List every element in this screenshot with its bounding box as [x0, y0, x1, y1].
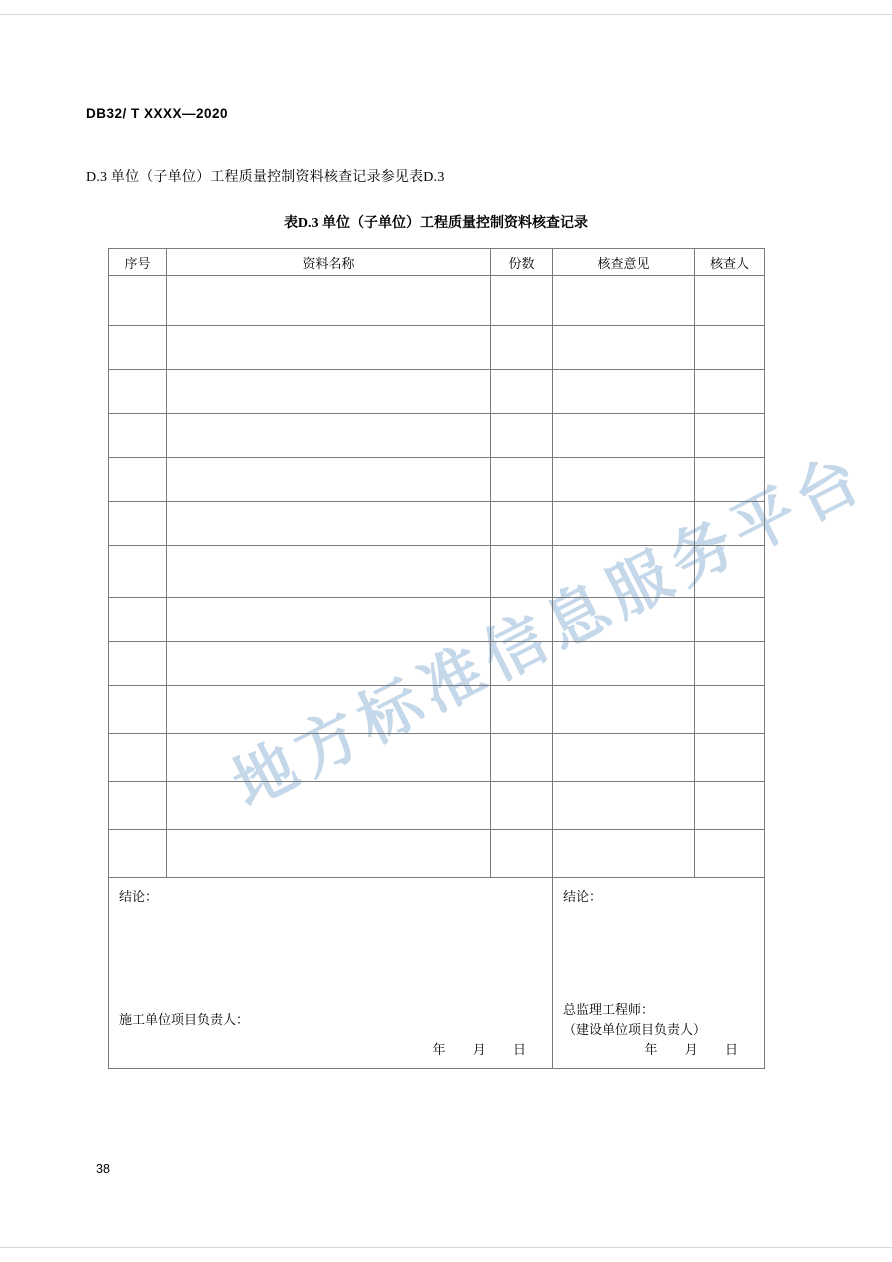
- date-month-left: 月: [472, 1042, 488, 1057]
- cell-opinion[interactable]: [553, 830, 695, 878]
- table-row[interactable]: [109, 686, 765, 734]
- date-year-left: 年: [432, 1042, 448, 1057]
- table-row[interactable]: [109, 458, 765, 502]
- column-header-opinion: 核查意见: [553, 249, 695, 276]
- cell-person[interactable]: [695, 458, 765, 502]
- cell-person[interactable]: [695, 782, 765, 830]
- cell-opinion[interactable]: [553, 598, 695, 642]
- cell-no[interactable]: [109, 458, 167, 502]
- cell-count[interactable]: [491, 598, 553, 642]
- cell-count[interactable]: [491, 370, 553, 414]
- page-top-rule: [0, 14, 892, 15]
- cell-opinion[interactable]: [553, 782, 695, 830]
- cell-opinion[interactable]: [553, 414, 695, 458]
- date-day-right: 日: [724, 1042, 740, 1057]
- cell-count[interactable]: [491, 782, 553, 830]
- cell-name[interactable]: [167, 642, 491, 686]
- cell-person[interactable]: [695, 546, 765, 598]
- page-number: 38: [96, 1162, 110, 1176]
- cell-no[interactable]: [109, 276, 167, 326]
- cell-person[interactable]: [695, 414, 765, 458]
- column-header-count: 份数: [491, 249, 553, 276]
- table-row[interactable]: [109, 830, 765, 878]
- cell-opinion[interactable]: [553, 642, 695, 686]
- table-row[interactable]: [109, 326, 765, 370]
- cell-name[interactable]: [167, 276, 491, 326]
- cell-person[interactable]: [695, 370, 765, 414]
- table-row[interactable]: [109, 734, 765, 782]
- cell-no[interactable]: [109, 642, 167, 686]
- cell-count[interactable]: [491, 686, 553, 734]
- cell-count[interactable]: [491, 326, 553, 370]
- cell-no[interactable]: [109, 414, 167, 458]
- table-row[interactable]: [109, 642, 765, 686]
- signature-label-chief-supervisor: 总监理工程师：: [563, 1002, 655, 1017]
- cell-name[interactable]: [167, 502, 491, 546]
- signature-label-contractor: 施工单位项目负责人：: [119, 1012, 250, 1027]
- cell-no[interactable]: [109, 734, 167, 782]
- cell-count[interactable]: [491, 830, 553, 878]
- cell-no[interactable]: [109, 326, 167, 370]
- date-line-right: [634, 1039, 750, 1058]
- cell-name[interactable]: [167, 782, 491, 830]
- cell-name[interactable]: [167, 830, 491, 878]
- date-year-right: 年: [644, 1042, 660, 1057]
- watermark-text: 地方标准信息服务平台: [222, 441, 878, 821]
- cell-no[interactable]: [109, 830, 167, 878]
- conclusion-cell-contractor[interactable]: [109, 878, 553, 1069]
- conclusion-label-right: 结论：: [563, 889, 603, 904]
- table-row[interactable]: [109, 502, 765, 546]
- cell-count[interactable]: [491, 642, 553, 686]
- cell-person[interactable]: [695, 276, 765, 326]
- column-header-no: 序号: [109, 249, 167, 276]
- table-row[interactable]: [109, 546, 765, 598]
- table-row[interactable]: [109, 276, 765, 326]
- cell-no[interactable]: [109, 782, 167, 830]
- table-row[interactable]: [109, 598, 765, 642]
- table-row[interactable]: [109, 370, 765, 414]
- cell-person[interactable]: [695, 598, 765, 642]
- page-bottom-rule: [0, 1247, 892, 1248]
- cell-count[interactable]: [491, 414, 553, 458]
- table-header-row: [109, 249, 765, 276]
- cell-name[interactable]: [167, 686, 491, 734]
- table-row[interactable]: [109, 782, 765, 830]
- cell-name[interactable]: [167, 414, 491, 458]
- cell-count[interactable]: [491, 546, 553, 598]
- cell-person[interactable]: [695, 326, 765, 370]
- cell-no[interactable]: [109, 546, 167, 598]
- quality-control-record-table-wrapper: [108, 248, 764, 1069]
- cell-person[interactable]: [695, 830, 765, 878]
- cell-name[interactable]: [167, 734, 491, 782]
- cell-no[interactable]: [109, 370, 167, 414]
- cell-opinion[interactable]: [553, 502, 695, 546]
- cell-name[interactable]: [167, 546, 491, 598]
- cell-opinion[interactable]: [553, 326, 695, 370]
- cell-count[interactable]: [491, 276, 553, 326]
- signature-label-owner-representative: （建设单位项目负责人）: [563, 1022, 707, 1037]
- cell-name[interactable]: [167, 326, 491, 370]
- cell-no[interactable]: [109, 502, 167, 546]
- cell-opinion[interactable]: [553, 458, 695, 502]
- table-row[interactable]: [109, 414, 765, 458]
- date-line-left: [422, 1039, 538, 1058]
- page-header-standard-number: DB32/ T XXXX—2020: [86, 106, 229, 121]
- cell-no[interactable]: [109, 598, 167, 642]
- cell-no[interactable]: [109, 686, 167, 734]
- cell-opinion[interactable]: [553, 370, 695, 414]
- cell-name[interactable]: [167, 598, 491, 642]
- cell-count[interactable]: [491, 458, 553, 502]
- column-header-person: 核查人: [695, 249, 765, 276]
- cell-opinion[interactable]: [553, 686, 695, 734]
- quality-control-record-table: [108, 248, 765, 1069]
- cell-person[interactable]: [695, 502, 765, 546]
- cell-person[interactable]: [695, 734, 765, 782]
- cell-opinion[interactable]: [553, 546, 695, 598]
- cell-opinion[interactable]: [553, 276, 695, 326]
- cell-name[interactable]: [167, 458, 491, 502]
- cell-opinion[interactable]: [553, 734, 695, 782]
- cell-count[interactable]: [491, 502, 553, 546]
- conclusion-cell-supervisor[interactable]: [553, 878, 765, 1069]
- table-caption: 表D.3 单位（子单位）工程质量控制资料核查记录: [283, 216, 589, 231]
- cell-person[interactable]: [695, 686, 765, 734]
- cell-person[interactable]: [695, 642, 765, 686]
- clause-paragraph: D.3 单位（子单位）工程质量控制资料核查记录参见表D.3: [86, 170, 445, 185]
- conclusion-label-left: 结论：: [119, 889, 159, 904]
- date-day-left: 日: [512, 1042, 528, 1057]
- column-header-name: 资料名称: [167, 249, 491, 276]
- cell-name[interactable]: [167, 370, 491, 414]
- conclusion-row: [109, 878, 765, 1069]
- cell-count[interactable]: [491, 734, 553, 782]
- date-month-right: 月: [684, 1042, 700, 1057]
